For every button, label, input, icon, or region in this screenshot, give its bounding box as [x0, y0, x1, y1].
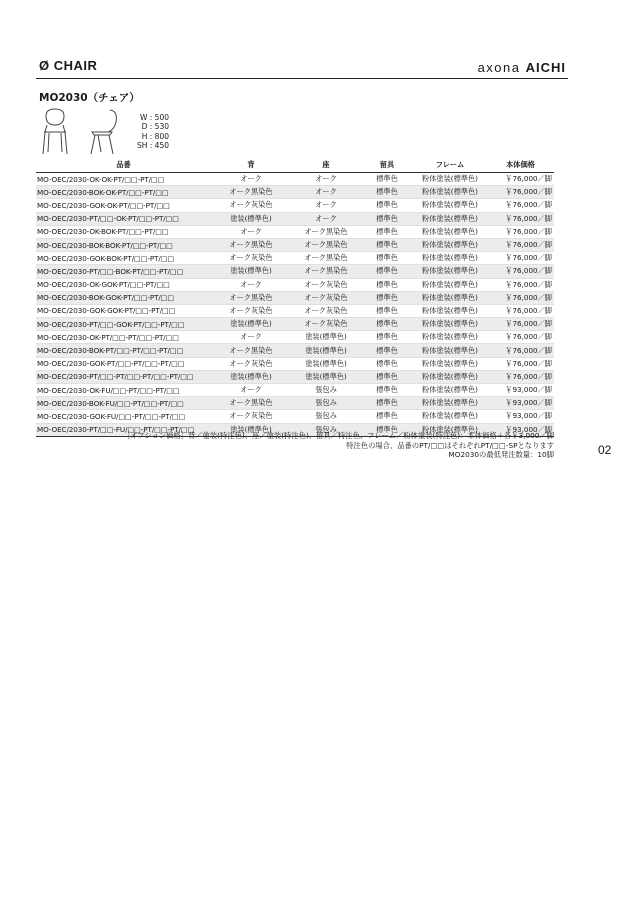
table-row: [36, 357, 554, 370]
table-row: [36, 278, 554, 291]
table-row: [36, 225, 554, 238]
cell-price: ￥76,000／脚: [487, 173, 554, 186]
cell-back: オーク黒染色: [211, 397, 291, 410]
cell-fastener: 標準色: [361, 318, 413, 331]
cell-frame: 粉体塗装(標準色): [413, 397, 487, 410]
cell-product-code: MO-OEC/2030-GOK-BOK-PT/□□-PT/□□: [36, 252, 211, 265]
cell-frame: 粉体塗装(標準色): [413, 357, 487, 370]
cell-back: オーク黒染色: [211, 186, 291, 199]
header-product-code: 品番: [36, 158, 211, 173]
cell-seat: オーク黒染色: [291, 238, 361, 251]
dimension-depth: D : 530: [141, 122, 169, 132]
cell-product-code: MO-OEC/2030-BOK-GOK-PT/□□-PT/□□: [36, 291, 211, 304]
table-row: [36, 397, 554, 410]
cell-price: ￥76,000／脚: [487, 291, 554, 304]
cell-back: オーク灰染色: [211, 199, 291, 212]
header-divider: [36, 78, 568, 79]
cell-back: 塗装(標準色): [211, 212, 291, 225]
cell-price: ￥76,000／脚: [487, 304, 554, 317]
cell-frame: 粉体塗装(標準色): [413, 331, 487, 344]
cell-back: 塗装(標準色): [211, 265, 291, 278]
cell-frame: 粉体塗装(標準色): [413, 186, 487, 199]
cell-price: ￥76,000／脚: [487, 318, 554, 331]
cell-price: ￥76,000／脚: [487, 331, 554, 344]
cell-frame: 粉体塗装(標準色): [413, 291, 487, 304]
cell-product-code: MO-OEC/2030-BOK-OK-PT/□□-PT/□□: [36, 186, 211, 199]
cell-frame: 粉体塗装(標準色): [413, 318, 487, 331]
cell-frame: 粉体塗装(標準色): [413, 225, 487, 238]
cell-seat: 塗装(標準色): [291, 344, 361, 357]
cell-back: オーク黒染色: [211, 291, 291, 304]
cell-fastener: 標準色: [361, 344, 413, 357]
table-header-row: [36, 158, 554, 173]
cell-frame: 粉体塗装(標準色): [413, 199, 487, 212]
cell-frame: 粉体塗装(標準色): [413, 410, 487, 423]
chair-illustration: [38, 108, 128, 156]
cell-product-code: MO-OEC/2030-BOK-BOK-PT/□□-PT/□□: [36, 238, 211, 251]
cell-frame: 粉体塗装(標準色): [413, 370, 487, 383]
cell-frame: 粉体塗装(標準色): [413, 304, 487, 317]
cell-back: オーク: [211, 173, 291, 186]
cell-seat: オーク灰染色: [291, 278, 361, 291]
cell-fastener: 標準色: [361, 238, 413, 251]
cell-fastener: 標準色: [361, 278, 413, 291]
cell-back: オーク灰染色: [211, 252, 291, 265]
cell-price: ￥76,000／脚: [487, 370, 554, 383]
cell-frame: 粉体塗装(標準色): [413, 212, 487, 225]
cell-price: ￥76,000／脚: [487, 357, 554, 370]
cell-fastener: 標準色: [361, 370, 413, 383]
cell-fastener: 標準色: [361, 225, 413, 238]
cell-price: ￥76,000／脚: [487, 278, 554, 291]
cell-fastener: 標準色: [361, 265, 413, 278]
note-custom-color: 特注色の場合、品番のPT/□□はそれぞれPT/□□-SPとなります: [346, 440, 554, 450]
cell-product-code: MO-OEC/2030-PT/□□-GOK-PT/□□-PT/□□: [36, 318, 211, 331]
cell-price: ￥93,000／脚: [487, 397, 554, 410]
cell-back: オーク: [211, 384, 291, 397]
header-fastener: 留具: [361, 158, 413, 173]
cell-seat: 塗装(標準色): [291, 331, 361, 344]
cell-product-code: MO-OEC/2030-OK-BOK-PT/□□-PT/□□: [36, 225, 211, 238]
table-row: [36, 318, 554, 331]
cell-seat: オーク灰染色: [291, 318, 361, 331]
table-row: [36, 252, 554, 265]
cell-fastener: 標準色: [361, 384, 413, 397]
cell-seat: オーク: [291, 186, 361, 199]
cell-fastener: 標準色: [361, 199, 413, 212]
cell-back: オーク灰染色: [211, 304, 291, 317]
table-row: [36, 410, 554, 423]
model-title: MO2030（チェア）: [39, 92, 140, 104]
table-body: [36, 173, 554, 437]
brand-prefix: axona: [477, 60, 521, 75]
table-row: [36, 344, 554, 357]
cell-frame: 粉体塗装(標準色): [413, 252, 487, 265]
cell-back: オーク: [211, 225, 291, 238]
header-back: 背: [211, 158, 291, 173]
cell-fastener: 標準色: [361, 304, 413, 317]
product-table: [36, 158, 554, 437]
dimension-height: H : 800: [141, 131, 169, 141]
cell-back: オーク: [211, 331, 291, 344]
cell-price: ￥93,000／脚: [487, 410, 554, 423]
cell-product-code: MO-OEC/2030-BOK-PT/□□-PT/□□-PT/□□: [36, 344, 211, 357]
cell-seat: 塗装(標準色): [291, 370, 361, 383]
header-seat: 座: [291, 158, 361, 173]
cell-product-code: MO-OEC/2030-GOK-PT/□□-PT/□□-PT/□□: [36, 357, 211, 370]
dimensions-list: [136, 113, 169, 151]
cell-product-code: MO-OEC/2030-PT/□□-PT/□□-PT/□□-PT/□□: [36, 370, 211, 383]
cell-seat: オーク黒染色: [291, 252, 361, 265]
cell-product-code: MO-OEC/2030-GOK-FU/□□-PT/□□-PT/□□: [36, 410, 211, 423]
table-row: [36, 173, 554, 186]
page-title: Ø CHAIR: [39, 58, 98, 73]
cell-seat: オーク灰染色: [291, 291, 361, 304]
cell-fastener: 標準色: [361, 173, 413, 186]
cell-price: ￥93,000／脚: [487, 384, 554, 397]
cell-seat: オーク: [291, 173, 361, 186]
cell-product-code: MO-OEC/2030-OK-FU/□□-PT/□□-PT/□□: [36, 384, 211, 397]
header-frame: フレーム: [413, 158, 487, 173]
cell-seat: オーク: [291, 199, 361, 212]
cell-back: 塗装(標準色): [211, 423, 291, 436]
cell-product-code: MO-OEC/2030-BOK-FU/□□-PT/□□-PT/□□: [36, 397, 211, 410]
cell-price: ￥76,000／脚: [487, 344, 554, 357]
cell-seat: オーク灰染色: [291, 304, 361, 317]
cell-fastener: 標準色: [361, 291, 413, 304]
page-number: 02: [598, 443, 612, 457]
cell-seat: 張包み: [291, 384, 361, 397]
cell-product-code: MO-OEC/2030-OK-PT/□□-PT/□□-PT/□□: [36, 331, 211, 344]
cell-seat: 張包み: [291, 397, 361, 410]
cell-product-code: MO-OEC/2030-OK-OK-PT/□□-PT/□□: [36, 173, 211, 186]
cell-fastener: 標準色: [361, 357, 413, 370]
note-minimum-order: MO2030の最低発注数量：10脚: [448, 450, 554, 460]
table-row: [36, 186, 554, 199]
cell-price: ￥76,000／脚: [487, 225, 554, 238]
cell-frame: 粉体塗装(標準色): [413, 278, 487, 291]
table-row: [36, 199, 554, 212]
cell-frame: 粉体塗装(標準色): [413, 265, 487, 278]
dimension-seat-height: SH : 450: [136, 141, 169, 151]
table-row: [36, 384, 554, 397]
cell-price: ￥76,000／脚: [487, 212, 554, 225]
cell-fastener: 標準色: [361, 186, 413, 199]
cell-seat: オーク: [291, 212, 361, 225]
cell-seat: オーク黒染色: [291, 265, 361, 278]
cell-price: ￥76,000／脚: [487, 265, 554, 278]
cell-price: ￥93,000／脚: [487, 423, 554, 436]
cell-frame: 粉体塗装(標準色): [413, 423, 487, 436]
cell-seat: 張包み: [291, 423, 361, 436]
cell-fastener: 標準色: [361, 331, 413, 344]
cell-back: オーク灰染色: [211, 410, 291, 423]
notes: [123, 431, 554, 460]
cell-seat: 塗装(標準色): [291, 357, 361, 370]
cell-product-code: MO-OEC/2030-PT/□□-OK-PT/□□-PT/□□: [36, 212, 211, 225]
cell-price: ￥76,000／脚: [487, 238, 554, 251]
cell-back: オーク灰染色: [211, 357, 291, 370]
cell-price: ￥76,000／脚: [487, 252, 554, 265]
note-option-price: ［オプション価格］背／塗装(特注色)、座／塗装(特注色)、留具／特注色、フレーム／粉体塗装(特注色)：本体価格＋各￥3,000／脚: [122, 431, 554, 440]
cell-fastener: 標準色: [361, 252, 413, 265]
cell-product-code: MO-OEC/2030-PT/□□-FU/□□-PT/□□-PT/□□: [36, 423, 211, 436]
cell-fastener: 標準色: [361, 212, 413, 225]
cell-product-code: MO-OEC/2030-GOK-GOK-PT/□□-PT/□□: [36, 304, 211, 317]
cell-fastener: 標準色: [361, 423, 413, 436]
brand-logo: [478, 60, 566, 75]
table-row: [36, 212, 554, 225]
table-row: [36, 304, 554, 317]
table-row: [36, 331, 554, 344]
table-row: [36, 370, 554, 383]
table-row: [36, 291, 554, 304]
cell-fastener: 標準色: [361, 410, 413, 423]
cell-product-code: MO-OEC/2030-PT/□□-BOK-PT/□□-PT/□□: [36, 265, 211, 278]
cell-frame: 粉体塗装(標準色): [413, 238, 487, 251]
cell-back: 塗装(標準色): [211, 318, 291, 331]
table-row: [36, 238, 554, 251]
cell-back: オーク: [211, 278, 291, 291]
header-price: 本体価格: [487, 158, 554, 173]
cell-back: 塗装(標準色): [211, 370, 291, 383]
cell-price: ￥76,000／脚: [487, 186, 554, 199]
cell-frame: 粉体塗装(標準色): [413, 344, 487, 357]
cell-product-code: MO-OEC/2030-OK-GOK-PT/□□-PT/□□: [36, 278, 211, 291]
cell-frame: 粉体塗装(標準色): [413, 384, 487, 397]
dimension-width: W : 500: [139, 113, 169, 122]
cell-back: オーク黒染色: [211, 238, 291, 251]
cell-price: ￥76,000／脚: [487, 199, 554, 212]
brand-suffix: AICHI: [525, 60, 566, 75]
cell-product-code: MO-OEC/2030-GOK-OK-PT/□□-PT/□□: [36, 199, 211, 212]
cell-seat: オーク黒染色: [291, 225, 361, 238]
cell-fastener: 標準色: [361, 397, 413, 410]
cell-seat: 張包み: [291, 410, 361, 423]
cell-back: オーク黒染色: [211, 344, 291, 357]
table-row: [36, 265, 554, 278]
cell-frame: 粉体塗装(標準色): [413, 173, 487, 186]
